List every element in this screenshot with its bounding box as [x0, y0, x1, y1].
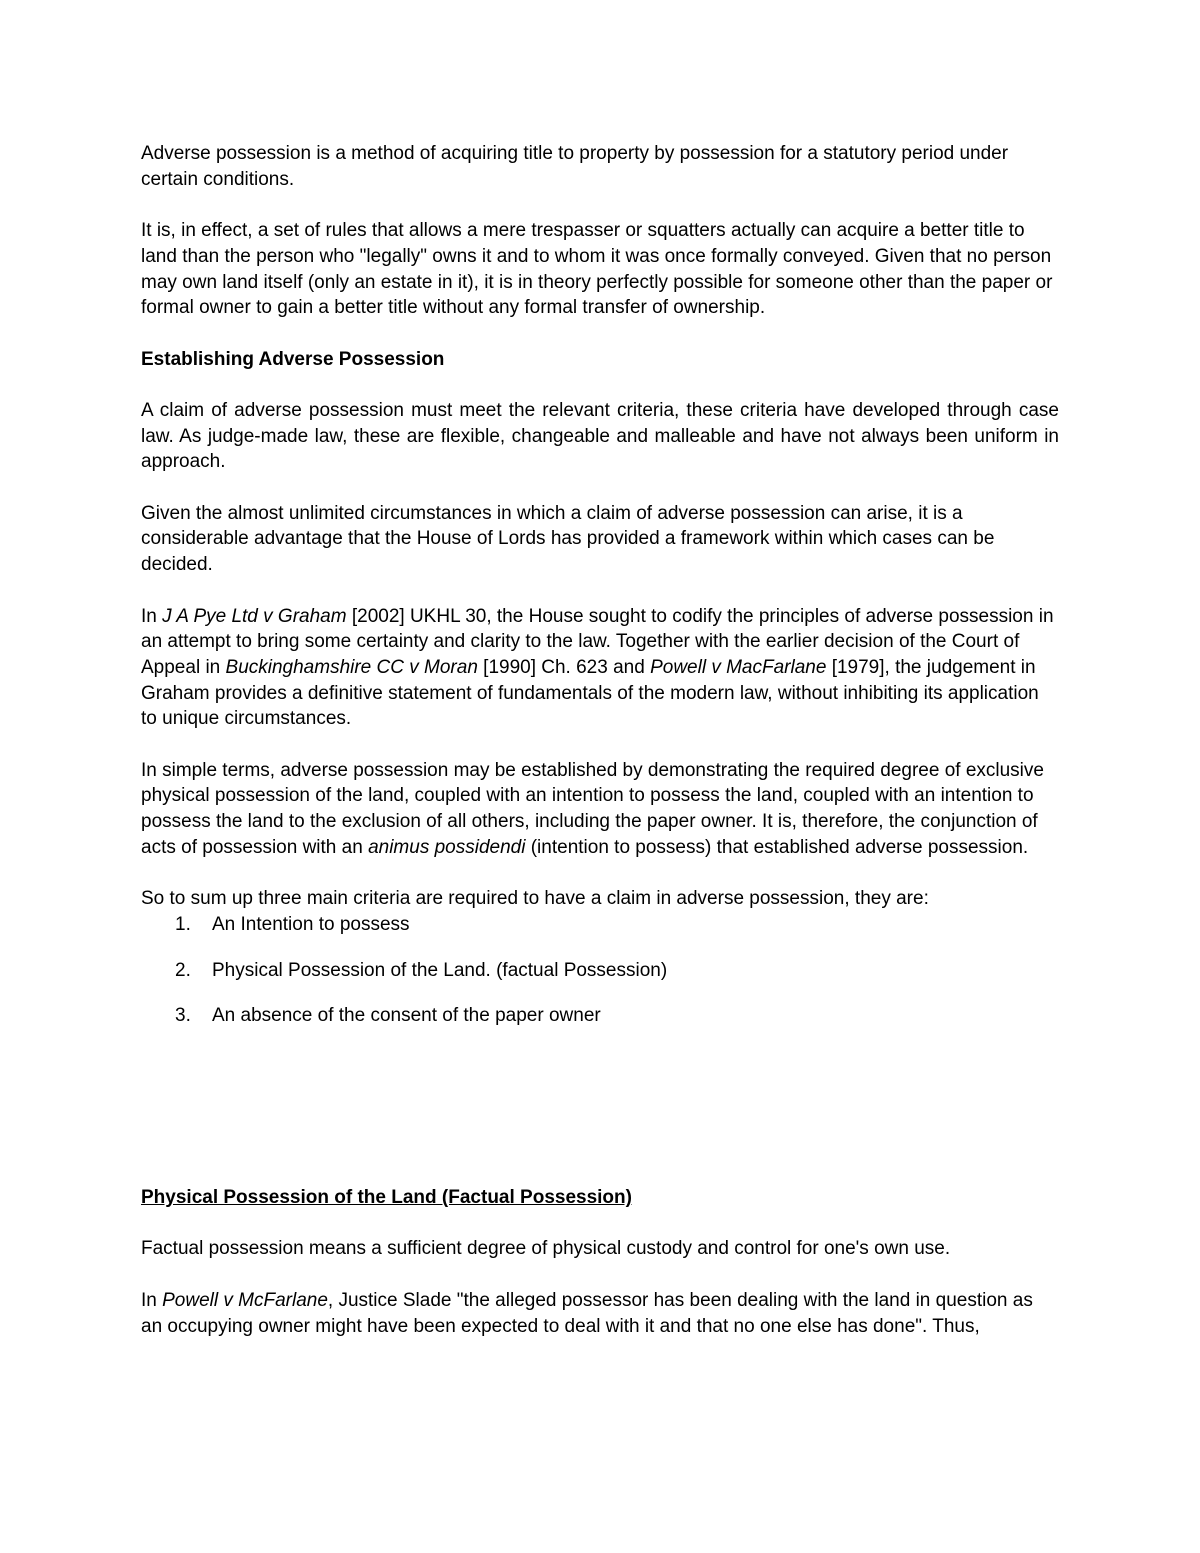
section-heading-establishing: Establishing Adverse Possession	[141, 348, 445, 370]
case-name-powell-v-macfarlane: Powell v MacFarlane	[650, 656, 827, 678]
list-item-text: An Intention to possess	[212, 913, 410, 935]
powell-paragraph	[141, 1288, 1059, 1339]
text-run: In	[141, 605, 163, 627]
criteria-list-item	[141, 912, 1059, 938]
list-item-text: An absence of the consent of the paper owner	[212, 1005, 601, 1027]
list-number: 1.	[175, 913, 191, 935]
case-law-paragraph	[141, 604, 1059, 733]
text-run: In	[141, 1289, 163, 1311]
trespasser-paragraph: It is, in effect, a set of rules that allows a mere trespasser or squatters actually can acquire a better title to land than the person who "legally" owns it and to whom it was once formally conveyed. Given that no person may own land itself (only an estate in it), it is in theory perfectly possible for someone other than the paper or formal owner to gain a better title without any formal transfer of ownership.	[141, 220, 1053, 319]
simple-terms-paragraph	[141, 758, 1059, 861]
case-name-powell-v-mcfarlane: Powell v McFarlane	[162, 1289, 328, 1311]
criteria-list-item	[141, 958, 1059, 984]
intro-paragraph: Adverse possession is a method of acquiring title to property by possession for a statutory period under certain conditions.	[141, 143, 1009, 190]
section-heading-physical-possession: Physical Possession of the Land (Factual Possession)	[141, 1187, 632, 1209]
list-number: 3.	[175, 1005, 191, 1027]
summary-paragraph: So to sum up three main criteria are required to have a claim in adverse possession, they are:	[141, 888, 929, 910]
text-run: , Justice Slade "the alleged possessor has been dealing with the land in question as an occupying owner might have been expected to deal with it and that no one else has done". Thus,	[141, 1289, 1033, 1337]
factual-possession-paragraph: Factual possession means a sufficient degree of physical custody and control for one's own use.	[141, 1238, 951, 1260]
list-number: 2.	[175, 959, 191, 981]
case-name-buckinghamshire-v-moran: Buckinghamshire CC v Moran	[225, 656, 478, 678]
criteria-list-item	[141, 1003, 1059, 1029]
text-run: [2002] UKHL 30, the House sought to codify the principles of adverse possession in an attempt to bring some certainty and clarity to the law. Together with the earlier decision of the Court of Appeal in	[141, 605, 1054, 678]
list-item-text: Physical Possession of the Land. (factual Possession)	[212, 959, 668, 981]
case-name-pye-v-graham: J A Pye Ltd v Graham	[162, 605, 347, 627]
document-body	[141, 141, 1059, 1365]
criteria-paragraph: A claim of adverse possession must meet the relevant criteria, these criteria have developed through case law. As judge-made law, these are flexible, changeable and malleable and have not always been uniform in approach.	[141, 399, 1059, 473]
text-run: [1979], the judgement in Graham provides a definitive statement of fundamentals of the modern law, without inhibiting its application to unique circumstances.	[141, 656, 1039, 730]
framework-paragraph: Given the almost unlimited circumstances in which a claim of adverse possession can arise, it is a considerable advantage that the House of Lords has provided a framework within which cases can be decided.	[141, 502, 995, 576]
blank-space	[141, 1049, 1059, 1185]
criteria-list	[141, 912, 1059, 1029]
latin-term: animus possidendi	[368, 836, 526, 858]
text-run: In simple terms, adverse possession may be established by demonstrating the required degree of exclusive physical possession of the land, coupled with an intention to possess the land, coupled with an intention to possess the land to the exclusion of all others, including the paper owner. It is, therefore, the conjunction of acts of possession with an	[141, 759, 1044, 858]
text-run: [1990] Ch. 623 and	[477, 656, 651, 678]
text-run: (intention to possess) that established adverse possession.	[525, 836, 1029, 858]
